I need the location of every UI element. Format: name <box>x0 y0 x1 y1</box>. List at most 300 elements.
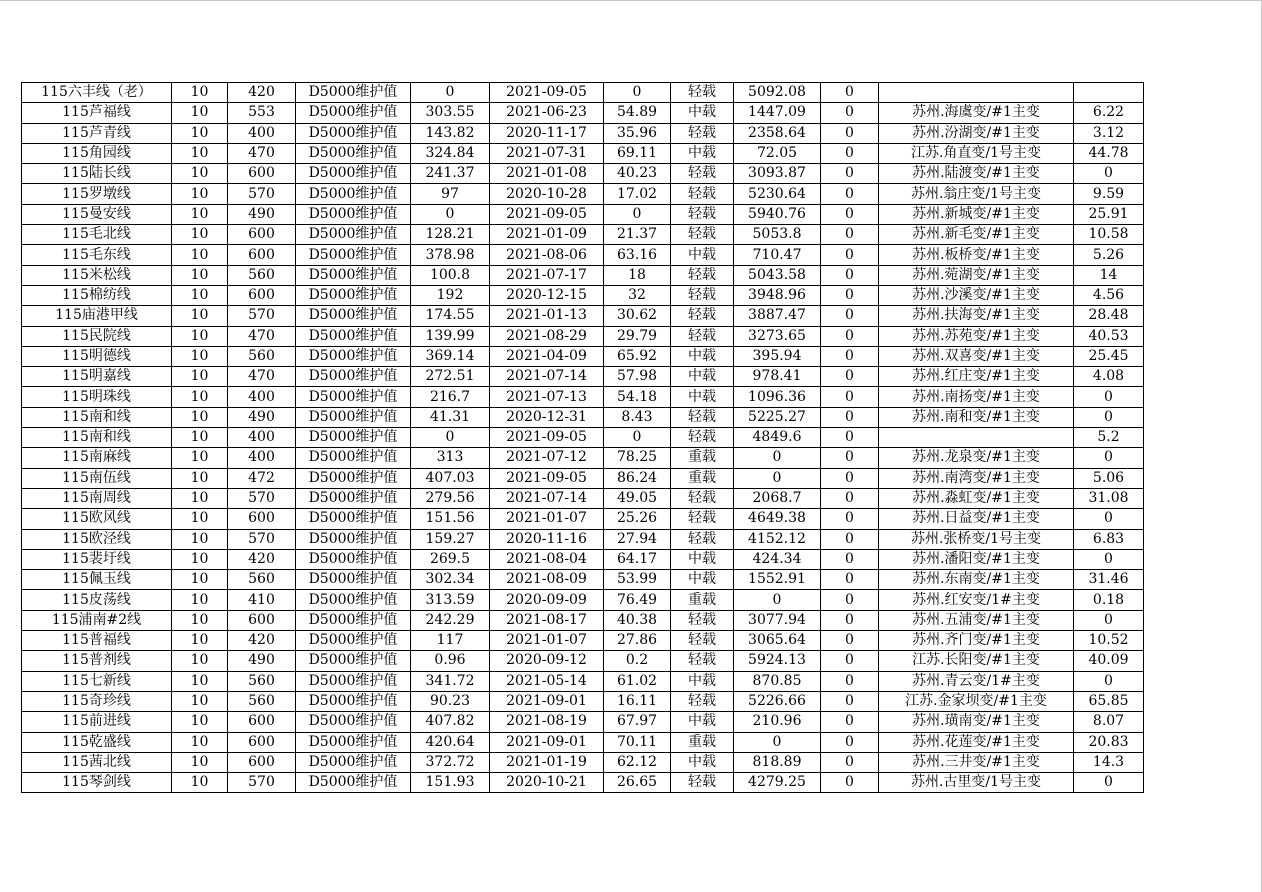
cell-flag: 0 <box>821 83 879 103</box>
cell-transformer: 苏州.新城变/#1主变 <box>879 204 1074 224</box>
cell-transformer-rate: 0 <box>1074 164 1144 184</box>
table-row <box>22 83 1144 103</box>
cell-load-status: 重载 <box>671 732 734 752</box>
cell-voltage: 10 <box>172 773 228 793</box>
cell-transformer: 苏州.汾湖变/#1主变 <box>879 123 1074 143</box>
cell-data-source: D5000维护值 <box>296 225 411 245</box>
cell-current-load: 242.29 <box>411 610 490 630</box>
cell-line-name: 115佩玉线 <box>22 570 172 590</box>
cell-current-load: 378.98 <box>411 245 490 265</box>
cell-load-status: 轻载 <box>671 306 734 326</box>
cell-capacity: 490 <box>228 407 296 427</box>
cell-current-load: 279.56 <box>411 488 490 508</box>
cell-load-rate: 17.02 <box>604 184 671 204</box>
cell-date: 2020-12-15 <box>490 285 604 305</box>
cell-flag: 0 <box>821 651 879 671</box>
cell-date: 2021-07-31 <box>490 143 604 163</box>
cell-current-load: 151.93 <box>411 773 490 793</box>
cell-current-load: 174.55 <box>411 306 490 326</box>
cell-capacity: 570 <box>228 306 296 326</box>
cell-load-status: 轻载 <box>671 407 734 427</box>
cell-load-rate: 8.43 <box>604 407 671 427</box>
cell-transformer: 江苏.角直变/1号主变 <box>879 143 1074 163</box>
cell-date: 2020-11-16 <box>490 529 604 549</box>
cell-date: 2020-11-17 <box>490 123 604 143</box>
cell-voltage: 10 <box>172 143 228 163</box>
cell-date: 2021-07-17 <box>490 265 604 285</box>
cell-voltage: 10 <box>172 103 228 123</box>
cell-transformer-rate: 14.3 <box>1074 752 1144 772</box>
table-body <box>22 83 1144 793</box>
cell-line-name: 115明珠线 <box>22 387 172 407</box>
cell-spare-capacity: 3948.96 <box>734 285 821 305</box>
cell-capacity: 560 <box>228 265 296 285</box>
cell-flag: 0 <box>821 549 879 569</box>
table-row <box>22 610 1144 630</box>
cell-flag: 0 <box>821 245 879 265</box>
cell-load-status: 轻载 <box>671 651 734 671</box>
cell-transformer: 苏州.陆渡变/#1主变 <box>879 164 1074 184</box>
cell-current-load: 324.84 <box>411 143 490 163</box>
cell-capacity: 570 <box>228 184 296 204</box>
cell-data-source: D5000维护值 <box>296 204 411 224</box>
cell-capacity: 570 <box>228 488 296 508</box>
table-row <box>22 143 1144 163</box>
cell-line-name: 115陆长线 <box>22 164 172 184</box>
cell-load-status: 中载 <box>671 752 734 772</box>
cell-spare-capacity: 5053.8 <box>734 225 821 245</box>
cell-transformer: 苏州.苏苑变/#1主变 <box>879 326 1074 346</box>
cell-capacity: 553 <box>228 103 296 123</box>
cell-load-status: 轻载 <box>671 265 734 285</box>
cell-voltage: 10 <box>172 428 228 448</box>
cell-voltage: 10 <box>172 631 228 651</box>
cell-voltage: 10 <box>172 245 228 265</box>
cell-line-name: 115南伍线 <box>22 468 172 488</box>
cell-line-name: 115七新线 <box>22 671 172 691</box>
cell-transformer-rate: 4.08 <box>1074 367 1144 387</box>
cell-data-source: D5000维护值 <box>296 265 411 285</box>
cell-voltage: 10 <box>172 570 228 590</box>
cell-transformer: 苏州.日益变/#1主变 <box>879 509 1074 529</box>
cell-capacity: 490 <box>228 204 296 224</box>
cell-data-source: D5000维护值 <box>296 570 411 590</box>
cell-line-name: 115角园线 <box>22 143 172 163</box>
cell-transformer-rate: 0 <box>1074 387 1144 407</box>
cell-transformer <box>879 83 1074 103</box>
cell-transformer-rate: 0 <box>1074 610 1144 630</box>
cell-transformer-rate: 5.26 <box>1074 245 1144 265</box>
cell-load-status: 重载 <box>671 468 734 488</box>
cell-current-load: 241.37 <box>411 164 490 184</box>
cell-capacity: 400 <box>228 428 296 448</box>
cell-load-status: 轻载 <box>671 610 734 630</box>
cell-capacity: 400 <box>228 448 296 468</box>
cell-flag: 0 <box>821 346 879 366</box>
cell-current-load: 407.82 <box>411 712 490 732</box>
cell-voltage: 10 <box>172 407 228 427</box>
cell-line-name: 115南麻线 <box>22 448 172 468</box>
cell-transformer-rate: 28.48 <box>1074 306 1144 326</box>
cell-date: 2021-01-13 <box>490 306 604 326</box>
cell-transformer: 苏州.张桥变/1号主变 <box>879 529 1074 549</box>
cell-transformer-rate: 31.08 <box>1074 488 1144 508</box>
cell-transformer-rate: 0 <box>1074 407 1144 427</box>
cell-flag: 0 <box>821 468 879 488</box>
cell-line-name: 115毛东线 <box>22 245 172 265</box>
cell-flag: 0 <box>821 306 879 326</box>
cell-load-rate: 61.02 <box>604 671 671 691</box>
table-row <box>22 529 1144 549</box>
cell-load-rate: 86.24 <box>604 468 671 488</box>
cell-capacity: 400 <box>228 387 296 407</box>
cell-load-rate: 63.16 <box>604 245 671 265</box>
cell-data-source: D5000维护值 <box>296 610 411 630</box>
cell-date: 2020-10-21 <box>490 773 604 793</box>
cell-transformer-rate: 10.58 <box>1074 225 1144 245</box>
cell-spare-capacity: 4649.38 <box>734 509 821 529</box>
cell-transformer: 苏州.古里变/1号主变 <box>879 773 1074 793</box>
cell-date: 2021-09-01 <box>490 691 604 711</box>
cell-date: 2021-07-14 <box>490 488 604 508</box>
cell-data-source: D5000维护值 <box>296 671 411 691</box>
cell-load-status: 轻载 <box>671 225 734 245</box>
cell-voltage: 10 <box>172 326 228 346</box>
cell-data-source: D5000维护值 <box>296 387 411 407</box>
table-row <box>22 164 1144 184</box>
cell-date: 2020-09-12 <box>490 651 604 671</box>
cell-data-source: D5000维护值 <box>296 448 411 468</box>
cell-load-rate: 64.17 <box>604 549 671 569</box>
cell-transformer-rate: 4.56 <box>1074 285 1144 305</box>
cell-data-source: D5000维护值 <box>296 83 411 103</box>
table-row <box>22 285 1144 305</box>
cell-transformer: 江苏.金家坝变/#1主变 <box>879 691 1074 711</box>
cell-load-status: 中载 <box>671 570 734 590</box>
cell-flag: 0 <box>821 712 879 732</box>
cell-date: 2021-05-14 <box>490 671 604 691</box>
cell-current-load: 90.23 <box>411 691 490 711</box>
cell-data-source: D5000维护值 <box>296 143 411 163</box>
cell-load-status: 中载 <box>671 549 734 569</box>
table-row <box>22 306 1144 326</box>
cell-capacity: 570 <box>228 773 296 793</box>
cell-voltage: 10 <box>172 367 228 387</box>
cell-load-status: 轻载 <box>671 488 734 508</box>
cell-transformer-rate: 20.83 <box>1074 732 1144 752</box>
cell-transformer: 苏州.翁庄变/1号主变 <box>879 184 1074 204</box>
cell-flag: 0 <box>821 570 879 590</box>
cell-transformer <box>879 428 1074 448</box>
cell-current-load: 41.31 <box>411 407 490 427</box>
cell-date: 2021-01-09 <box>490 225 604 245</box>
cell-line-name: 115琴剑线 <box>22 773 172 793</box>
cell-data-source: D5000维护值 <box>296 407 411 427</box>
cell-transformer: 苏州.潘阳变/#1主变 <box>879 549 1074 569</box>
cell-load-rate: 16.11 <box>604 691 671 711</box>
cell-load-rate: 0 <box>604 204 671 224</box>
cell-date: 2020-09-09 <box>490 590 604 610</box>
cell-transformer: 苏州.新毛变/#1主变 <box>879 225 1074 245</box>
cell-spare-capacity: 978.41 <box>734 367 821 387</box>
cell-load-rate: 30.62 <box>604 306 671 326</box>
cell-voltage: 10 <box>172 184 228 204</box>
cell-voltage: 10 <box>172 488 228 508</box>
cell-voltage: 10 <box>172 225 228 245</box>
cell-load-rate: 35.96 <box>604 123 671 143</box>
cell-flag: 0 <box>821 265 879 285</box>
cell-data-source: D5000维护值 <box>296 691 411 711</box>
cell-spare-capacity: 1552.91 <box>734 570 821 590</box>
cell-line-name: 115欧风线 <box>22 509 172 529</box>
cell-flag: 0 <box>821 631 879 651</box>
cell-load-rate: 69.11 <box>604 143 671 163</box>
cell-current-load: 369.14 <box>411 346 490 366</box>
cell-line-name: 115罗墩线 <box>22 184 172 204</box>
cell-load-status: 中载 <box>671 346 734 366</box>
cell-spare-capacity: 210.96 <box>734 712 821 732</box>
cell-transformer: 江苏.长阳变/#1主变 <box>879 651 1074 671</box>
cell-capacity: 600 <box>228 610 296 630</box>
cell-flag: 0 <box>821 671 879 691</box>
cell-current-load: 313.59 <box>411 590 490 610</box>
cell-data-source: D5000维护值 <box>296 549 411 569</box>
cell-transformer-rate: 0 <box>1074 773 1144 793</box>
cell-transformer-rate: 44.78 <box>1074 143 1144 163</box>
cell-date: 2021-01-07 <box>490 509 604 529</box>
cell-load-status: 中载 <box>671 387 734 407</box>
cell-capacity: 570 <box>228 529 296 549</box>
cell-transformer-rate: 25.91 <box>1074 204 1144 224</box>
cell-voltage: 10 <box>172 265 228 285</box>
cell-load-rate: 0.2 <box>604 651 671 671</box>
cell-date: 2021-08-19 <box>490 712 604 732</box>
cell-date: 2021-08-09 <box>490 570 604 590</box>
cell-transformer: 苏州.菀湖变/#1主变 <box>879 265 1074 285</box>
cell-capacity: 600 <box>228 245 296 265</box>
cell-load-status: 轻载 <box>671 691 734 711</box>
cell-current-load: 192 <box>411 285 490 305</box>
cell-transformer-rate: 6.83 <box>1074 529 1144 549</box>
cell-line-name: 115米松线 <box>22 265 172 285</box>
cell-spare-capacity: 1096.36 <box>734 387 821 407</box>
cell-spare-capacity: 72.05 <box>734 143 821 163</box>
cell-data-source: D5000维护值 <box>296 468 411 488</box>
cell-date: 2021-08-29 <box>490 326 604 346</box>
cell-voltage: 10 <box>172 204 228 224</box>
cell-capacity: 600 <box>228 225 296 245</box>
cell-date: 2021-08-17 <box>490 610 604 630</box>
cell-transformer-rate: 8.07 <box>1074 712 1144 732</box>
cell-spare-capacity: 5225.27 <box>734 407 821 427</box>
cell-current-load: 143.82 <box>411 123 490 143</box>
cell-voltage: 10 <box>172 285 228 305</box>
cell-load-rate: 76.49 <box>604 590 671 610</box>
cell-flag: 0 <box>821 387 879 407</box>
cell-current-load: 372.72 <box>411 752 490 772</box>
cell-capacity: 400 <box>228 123 296 143</box>
cell-capacity: 600 <box>228 285 296 305</box>
cell-spare-capacity: 424.34 <box>734 549 821 569</box>
cell-load-rate: 78.25 <box>604 448 671 468</box>
cell-flag: 0 <box>821 225 879 245</box>
cell-data-source: D5000维护值 <box>296 752 411 772</box>
table-row <box>22 488 1144 508</box>
cell-capacity: 420 <box>228 631 296 651</box>
cell-load-rate: 40.38 <box>604 610 671 630</box>
cell-flag: 0 <box>821 773 879 793</box>
cell-transformer: 苏州.淼虹变/#1主变 <box>879 488 1074 508</box>
page-edge-top <box>0 0 1262 1</box>
table-row <box>22 570 1144 590</box>
cell-transformer-rate: 0 <box>1074 509 1144 529</box>
table-row <box>22 265 1144 285</box>
cell-transformer: 苏州.花莲变/#1主变 <box>879 732 1074 752</box>
cell-capacity: 560 <box>228 570 296 590</box>
cell-flag: 0 <box>821 488 879 508</box>
cell-date: 2021-04-09 <box>490 346 604 366</box>
cell-transformer-rate: 31.46 <box>1074 570 1144 590</box>
cell-capacity: 470 <box>228 326 296 346</box>
cell-flag: 0 <box>821 407 879 427</box>
table-row <box>22 549 1144 569</box>
table-row <box>22 651 1144 671</box>
cell-load-status: 重载 <box>671 590 734 610</box>
cell-load-rate: 54.89 <box>604 103 671 123</box>
cell-spare-capacity: 710.47 <box>734 245 821 265</box>
cell-line-name: 115毛北线 <box>22 225 172 245</box>
cell-data-source: D5000维护值 <box>296 509 411 529</box>
cell-transformer: 苏州.璜南变/#1主变 <box>879 712 1074 732</box>
cell-load-rate: 53.99 <box>604 570 671 590</box>
cell-load-rate: 54.18 <box>604 387 671 407</box>
cell-voltage: 10 <box>172 691 228 711</box>
cell-line-name: 115芦青线 <box>22 123 172 143</box>
cell-data-source: D5000维护值 <box>296 346 411 366</box>
cell-date: 2020-12-31 <box>490 407 604 427</box>
cell-transformer-rate: 14 <box>1074 265 1144 285</box>
cell-voltage: 10 <box>172 509 228 529</box>
cell-current-load: 420.64 <box>411 732 490 752</box>
cell-spare-capacity: 5230.64 <box>734 184 821 204</box>
cell-flag: 0 <box>821 367 879 387</box>
cell-transformer-rate: 5.06 <box>1074 468 1144 488</box>
cell-transformer-rate: 40.53 <box>1074 326 1144 346</box>
cell-flag: 0 <box>821 184 879 204</box>
cell-line-name: 115南和线 <box>22 407 172 427</box>
cell-date: 2021-09-05 <box>490 83 604 103</box>
cell-current-load: 302.34 <box>411 570 490 590</box>
cell-spare-capacity: 4279.25 <box>734 773 821 793</box>
cell-voltage: 10 <box>172 306 228 326</box>
cell-line-name: 115裴圩线 <box>22 549 172 569</box>
cell-current-load: 0 <box>411 204 490 224</box>
cell-data-source: D5000维护值 <box>296 123 411 143</box>
cell-transformer-rate: 0 <box>1074 448 1144 468</box>
table-row <box>22 346 1144 366</box>
cell-voltage: 10 <box>172 529 228 549</box>
table-row <box>22 732 1144 752</box>
cell-spare-capacity: 5924.13 <box>734 651 821 671</box>
cell-date: 2021-07-14 <box>490 367 604 387</box>
cell-load-status: 重载 <box>671 448 734 468</box>
cell-spare-capacity: 870.85 <box>734 671 821 691</box>
cell-load-status: 中载 <box>671 245 734 265</box>
cell-spare-capacity: 3887.47 <box>734 306 821 326</box>
cell-flag: 0 <box>821 752 879 772</box>
cell-capacity: 410 <box>228 590 296 610</box>
cell-spare-capacity: 5226.66 <box>734 691 821 711</box>
cell-flag: 0 <box>821 326 879 346</box>
cell-load-rate: 27.94 <box>604 529 671 549</box>
cell-flag: 0 <box>821 204 879 224</box>
table-row <box>22 123 1144 143</box>
cell-flag: 0 <box>821 285 879 305</box>
cell-transformer: 苏州.沙溪变/#1主变 <box>879 285 1074 305</box>
cell-spare-capacity: 5043.58 <box>734 265 821 285</box>
cell-current-load: 159.27 <box>411 529 490 549</box>
cell-voltage: 10 <box>172 468 228 488</box>
cell-voltage: 10 <box>172 123 228 143</box>
cell-data-source: D5000维护值 <box>296 631 411 651</box>
cell-spare-capacity: 1447.09 <box>734 103 821 123</box>
cell-capacity: 600 <box>228 732 296 752</box>
cell-flag: 0 <box>821 143 879 163</box>
cell-load-status: 轻载 <box>671 83 734 103</box>
cell-spare-capacity: 2358.64 <box>734 123 821 143</box>
cell-load-status: 轻载 <box>671 326 734 346</box>
cell-spare-capacity: 818.89 <box>734 752 821 772</box>
cell-line-name: 115奇珍线 <box>22 691 172 711</box>
cell-flag: 0 <box>821 509 879 529</box>
cell-transformer-rate: 5.2 <box>1074 428 1144 448</box>
cell-load-rate: 40.23 <box>604 164 671 184</box>
cell-current-load: 100.8 <box>411 265 490 285</box>
cell-line-name: 115浦南#2线 <box>22 610 172 630</box>
cell-voltage: 10 <box>172 448 228 468</box>
cell-voltage: 10 <box>172 590 228 610</box>
cell-line-name: 115南和线 <box>22 428 172 448</box>
cell-current-load: 407.03 <box>411 468 490 488</box>
cell-date: 2021-09-05 <box>490 468 604 488</box>
table-row <box>22 691 1144 711</box>
cell-transformer: 苏州.齐门变/#1主变 <box>879 631 1074 651</box>
cell-data-source: D5000维护值 <box>296 488 411 508</box>
cell-load-status: 轻载 <box>671 529 734 549</box>
cell-current-load: 303.55 <box>411 103 490 123</box>
cell-flag: 0 <box>821 448 879 468</box>
cell-flag: 0 <box>821 610 879 630</box>
data-table <box>21 82 1144 793</box>
cell-data-source: D5000维护值 <box>296 306 411 326</box>
cell-voltage: 10 <box>172 164 228 184</box>
cell-date: 2021-09-05 <box>490 204 604 224</box>
cell-voltage: 10 <box>172 752 228 772</box>
cell-capacity: 560 <box>228 671 296 691</box>
cell-date: 2021-01-19 <box>490 752 604 772</box>
cell-transformer: 苏州.海虞变/#1主变 <box>879 103 1074 123</box>
cell-data-source: D5000维护值 <box>296 367 411 387</box>
cell-line-name: 115普剂线 <box>22 651 172 671</box>
cell-capacity: 560 <box>228 346 296 366</box>
cell-flag: 0 <box>821 691 879 711</box>
cell-flag: 0 <box>821 123 879 143</box>
cell-transformer: 苏州.红安变/1#主变 <box>879 590 1074 610</box>
cell-line-name: 115前进线 <box>22 712 172 732</box>
cell-load-status: 中载 <box>671 103 734 123</box>
table-row <box>22 387 1144 407</box>
cell-line-name: 115普福线 <box>22 631 172 651</box>
